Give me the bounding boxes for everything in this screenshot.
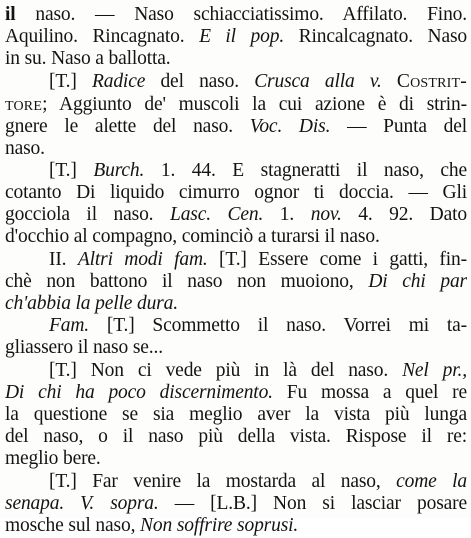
- text-run: d'occhio al compagno, cominciò a turarsi il naso.: [5, 226, 380, 247]
- text-run: Nel pr.,: [402, 360, 467, 381]
- text-run: Altri modi fam.: [77, 249, 208, 270]
- text-run: naso. — Naso schiacciatissimo. Affilato. Fino.: [15, 4, 467, 25]
- text-run: in su. Naso a ballotta.: [5, 48, 171, 69]
- text-line: [5, 447, 467, 471]
- text-run: [T.] Scommetto il naso. Vorrei mi ta-: [89, 315, 467, 336]
- text-line: [5, 225, 467, 249]
- text-run: Aquilino. Rincagnato.: [5, 26, 200, 47]
- text-run: Crusca alla v.: [254, 71, 382, 92]
- text-line: [49, 70, 467, 94]
- text-run: Non soffrire soprusi.: [140, 515, 299, 536]
- text-run: cotanto Di liquido cimurro ognor ti doccia. — Gli: [5, 182, 467, 203]
- text-run: senapa. V. sopra.: [5, 493, 159, 514]
- text-run: Di chi ha poco discernimento.: [5, 382, 273, 403]
- text-run: [T.]: [49, 160, 94, 181]
- text-line: [5, 425, 467, 449]
- text-run: ch'abbia la pelle dura.: [5, 293, 178, 314]
- text-run: 1.: [263, 204, 311, 225]
- text-line: [49, 159, 467, 183]
- text-line: [5, 137, 467, 161]
- text-run: gliassero il naso se...: [5, 337, 163, 358]
- text-line: [5, 181, 467, 205]
- text-run: del naso.: [145, 71, 255, 92]
- text-line: [49, 314, 467, 338]
- text-run: 4. 92. Dato: [341, 204, 467, 225]
- text-run: — Punta del: [330, 116, 467, 137]
- text-run: — [L.B.] Non si lasciar posare: [158, 493, 467, 514]
- text-run: nov.: [310, 204, 342, 225]
- text-line: [5, 93, 467, 117]
- text-run: Costrit-: [396, 71, 467, 92]
- text-run: [T.]: [49, 71, 92, 92]
- text-run: meglio bere.: [5, 448, 101, 469]
- text-run: Rincalcagnato. Naso: [284, 26, 467, 47]
- text-run: mosche sul naso,: [5, 515, 141, 536]
- text-run: chè non battono il naso non muoiono,: [5, 271, 369, 292]
- text-line: [5, 292, 467, 316]
- text-run: E il pop.: [199, 26, 285, 47]
- text-line: [5, 381, 467, 405]
- text-line: [5, 270, 467, 294]
- text-run: ; Aggiunto de' muscoli la cui azione è di strin-: [42, 94, 467, 115]
- text-run: gocciola il naso.: [5, 204, 170, 225]
- text-run: Radice: [91, 71, 146, 92]
- text-run: gnere le alette del naso.: [5, 116, 250, 137]
- text-line: [49, 248, 467, 272]
- text-run: II.: [49, 249, 78, 270]
- text-run: Di chi par: [368, 271, 467, 292]
- text-run: 1. 44. E stagneratti il naso, che: [144, 160, 467, 181]
- text-run: tore: [5, 94, 43, 115]
- text-run: del naso, o il naso più della vista. Rispose il re:: [5, 426, 467, 447]
- text-line: [5, 336, 467, 360]
- text-line: [5, 3, 467, 27]
- text-line: [5, 492, 467, 516]
- text-line: [5, 47, 467, 71]
- text-run: naso.: [5, 138, 45, 159]
- text-run: Lasc. Cen.: [170, 204, 264, 225]
- text-line: [5, 203, 467, 227]
- text-line: [5, 403, 467, 427]
- text-run: [T.] Non ci vede più in là del naso.: [49, 360, 403, 381]
- text-run: [T.] Far venire la mostarda al naso,: [49, 471, 397, 492]
- text-run: Fam.: [49, 315, 90, 336]
- text-line: [49, 470, 467, 494]
- text-line: [5, 115, 467, 139]
- text-line: [5, 25, 467, 49]
- text-run: come la: [396, 471, 467, 492]
- text-run: la questione se sia meglio aver la vista più lunga: [5, 404, 467, 425]
- text-run: [382, 71, 397, 92]
- text-run: Burch.: [93, 160, 145, 181]
- text-run: Fu mossa a quel re: [272, 382, 467, 403]
- text-run: [T.] Essere come i gatti, fin-: [207, 249, 467, 270]
- text-run: il: [5, 4, 16, 25]
- text-run: Voc. Dis.: [249, 116, 331, 137]
- text-line: [49, 359, 467, 383]
